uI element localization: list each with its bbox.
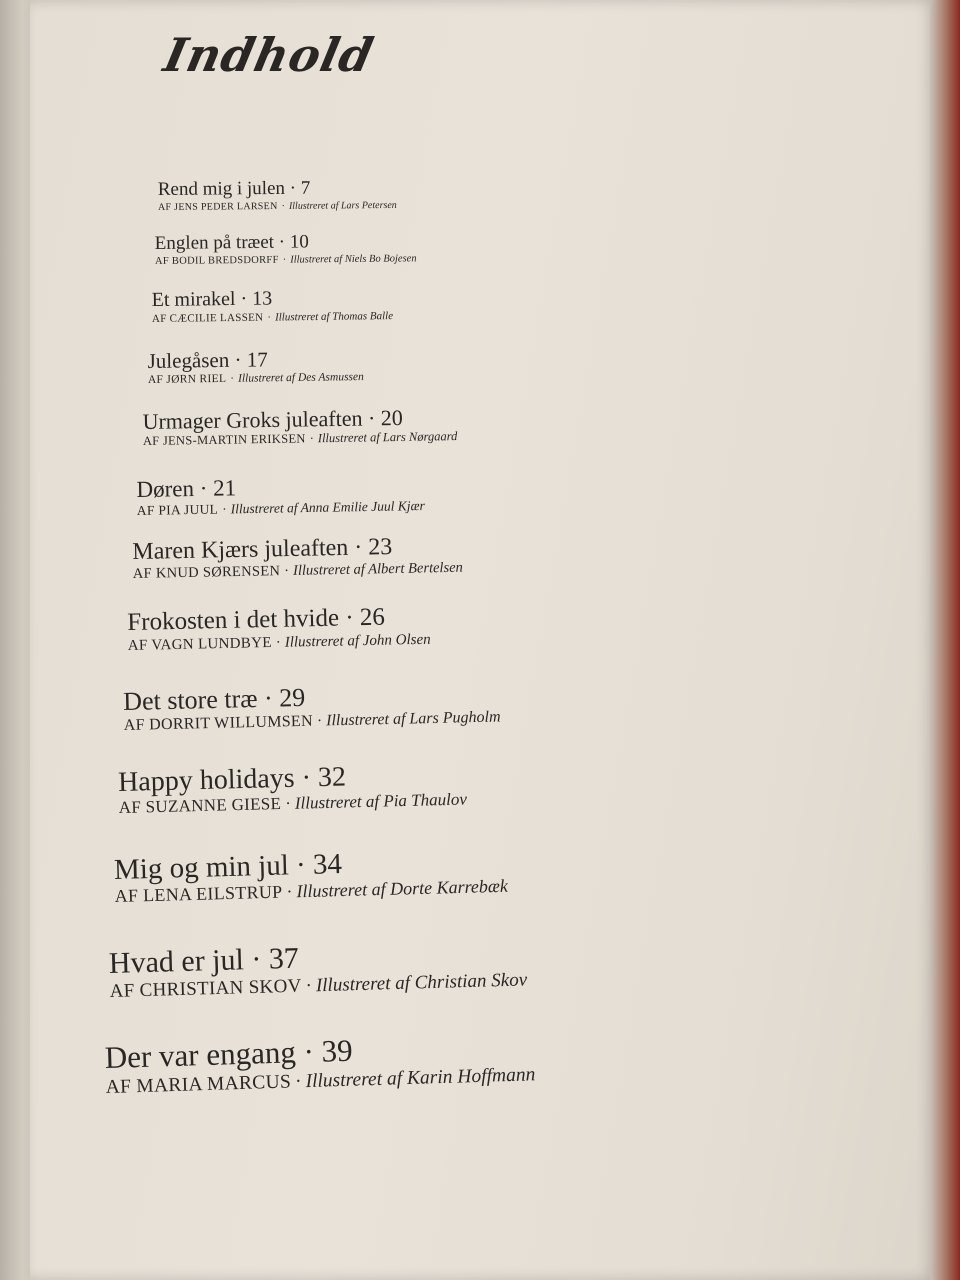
entry-author: AF CÆCILIE LASSEN — [151, 311, 264, 325]
entry-author: AF VAGN LUNDBYE — [127, 635, 272, 655]
entry-heading: Et mirakel · 13 — [151, 287, 273, 312]
entry-heading: Julegåsen · 17 — [147, 347, 268, 374]
entry-author: AF CHRISTIAN SKOV — [109, 975, 302, 1002]
toc-entry: Englen på træet · 10 AF BODIL BREDSDORFF · Illustreret af Niels Bo Bojesen — [154, 231, 417, 267]
entry-heading: Maren Kjærs juleaften · 23 — [132, 534, 393, 566]
entry-illustrator: Illustreret af Dorte Karrebæk — [296, 876, 509, 902]
entry-author: AF SUZANNE GIESE — [118, 794, 282, 818]
toc-entry: Mig og min jul · 34 AF LENA EILSTRUP · Illustreret af Dorte Karrebæk — [114, 845, 509, 908]
entry-author: AF BODIL BREDSDORFF — [154, 254, 279, 267]
entry-heading: Døren · 21 — [136, 475, 237, 503]
entry-author: AF MARIA MARCUS — [105, 1071, 292, 1098]
entry-heading: Rend mig i julen · 7 — [157, 177, 311, 201]
entry-author: AF LENA EILSTRUP — [114, 882, 283, 907]
entry-author: AF KNUD SØRENSEN — [132, 563, 281, 583]
entry-author: AF PIA JUUL — [136, 501, 219, 519]
page-title: Indhold — [159, 28, 379, 82]
entry-heading: Der var engang · 39 — [104, 1032, 354, 1076]
toc-entry: Det store træ · 29 AF DORRIT WILLUMSEN · Illustreret af Lars Pugholm — [123, 679, 501, 734]
entry-heading: Happy holidays · 32 — [117, 761, 347, 799]
entry-author: AF JØRN RIEL — [147, 372, 227, 387]
entry-illustrator: Illustreret af Christian Skov — [315, 968, 528, 996]
toc-entry: Der var engang · 39 AF MARIA MARCUS · Illustreret af Karin Hoffmann — [104, 1029, 535, 1098]
entry-heading: Urmager Groks juleaften · 20 — [142, 404, 403, 435]
entry-illustrator: Illustreret af Albert Bertelsen — [292, 559, 463, 580]
entry-illustrator: Illustreret af John Olsen — [284, 631, 431, 651]
toc-entry: Happy holidays · 32 AF SUZANNE GIESE · Illustreret af Pia Thaulov — [117, 761, 468, 818]
toc-entry: Urmager Groks juleaften · 20 AF JENS-MARTIN ERIKSEN · Illustreret af Lars Nørgaard — [142, 404, 458, 449]
entry-illustrator: Illustreret af Karin Hoffmann — [305, 1063, 536, 1092]
toc-entry: Rend mig i julen · 7 AF JENS PEDER LARSEN · Illustreret af Lars Petersen — [157, 177, 397, 213]
entry-author: AF JENS-MARTIN ERIKSEN — [142, 431, 306, 449]
entry-illustrator: Illustreret af Anna Emilie Juul Kjær — [230, 498, 425, 517]
toc-entry: Hvad er jul · 37 AF CHRISTIAN SKOV · Illustreret af Christian Skov — [108, 936, 527, 1002]
entry-illustrator: Illustreret af Lars Pugholm — [326, 708, 501, 730]
toc-entry: Døren · 21 AF PIA JUUL · Illustreret af Anna Emilie Juul Kjær — [136, 473, 425, 519]
entry-heading: Det store træ · 29 — [122, 682, 306, 717]
entry-heading: Hvad er jul · 37 — [108, 941, 300, 981]
entry-author: AF DORRIT WILLUMSEN — [123, 713, 314, 735]
entry-illustrator: Illustreret af Thomas Balle — [274, 310, 394, 324]
toc-entry: Et mirakel · 13 AF CÆCILIE LASSEN · Illustreret af Thomas Balle — [151, 287, 394, 325]
entry-illustrator: Illustreret af Pia Thaulov — [294, 789, 468, 814]
toc-entry: Frokosten i det hvide · 26 AF VAGN LUNDBYE · Illustreret af John Olsen — [127, 603, 431, 655]
entry-illustrator: Illustreret af Lars Nørgaard — [317, 429, 458, 446]
entry-illustrator: Illustreret af Des Asmussen — [238, 371, 364, 385]
entry-heading: Mig og min jul · 34 — [113, 848, 343, 887]
entry-illustrator: Illustreret af Niels Bo Bojesen — [290, 253, 417, 266]
entry-illustrator: Illustreret af Lars Petersen — [288, 199, 397, 212]
entry-author: AF JENS PEDER LARSEN — [157, 200, 278, 213]
toc-entry: Maren Kjærs juleaften · 23 AF KNUD SØRENSEN · Illustreret af Albert Bertelsen — [132, 534, 463, 583]
entry-heading: Frokosten i det hvide · 26 — [127, 603, 386, 637]
toc-entry: Julegåsen · 17 AF JØRN RIEL · Illustreret af Des Asmussen — [147, 347, 364, 387]
entry-heading: Englen på træet · 10 — [154, 231, 309, 255]
